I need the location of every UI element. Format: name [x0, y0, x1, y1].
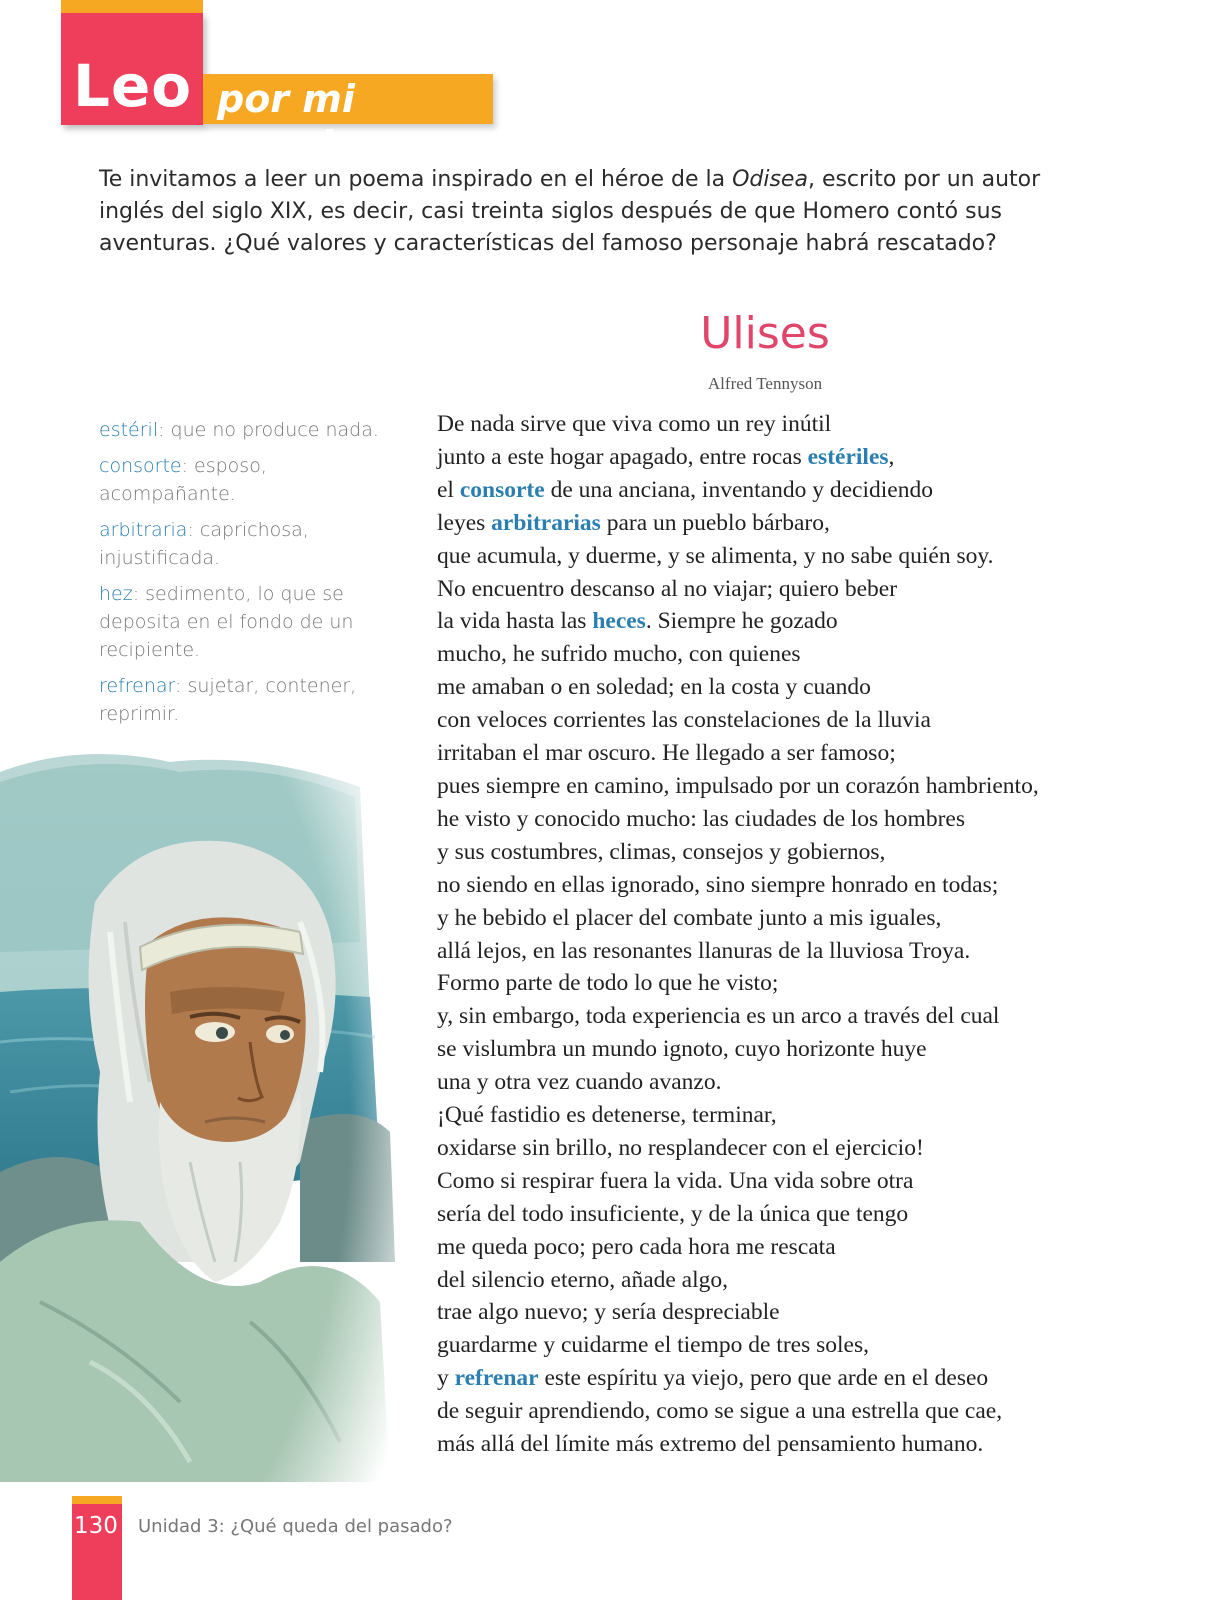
verse-text: se vislumbra un mundo ignoto, cuyo horizonte huye [437, 1036, 927, 1063]
poem-verse [437, 1362, 1137, 1395]
verse-text: junto a este hogar apagado, entre rocas [437, 443, 808, 470]
poem-verse [437, 441, 1137, 474]
glossary-term: refrenar [99, 675, 176, 697]
poem-verse [437, 1329, 1137, 1362]
header-accent-stripe [61, 0, 203, 13]
poem-verse [437, 1000, 1137, 1033]
glossary-highlight-word: consorte [459, 476, 545, 503]
verse-text: este espíritu ya viejo, pero que arde en el deseo [538, 1365, 989, 1392]
poem-verse [437, 1165, 1137, 1198]
poem-verse [437, 967, 1137, 1000]
verse-text: y, sin embargo, toda experiencia es un arco a través del cual [437, 1003, 1000, 1030]
poem-verse [437, 1428, 1137, 1461]
footer-accent-stripe [72, 1496, 122, 1504]
glossary-definition: : sedimento, lo que se deposita en el fondo de un recipiente. [99, 583, 354, 661]
glossary-entry [99, 580, 384, 664]
intro-text-start: Te invitamos a leer un poema inspirado en el héroe de la [99, 167, 733, 192]
poem-verse [437, 869, 1137, 902]
verse-text: irritaban el mar oscuro. He llegado a ser famoso; [437, 740, 896, 767]
verse-text: y he bebido el placer del combate junto a mis iguales, [437, 904, 942, 931]
verse-text: trae algo nuevo; y sería despreciable [437, 1299, 780, 1326]
verse-text: la vida hasta las [437, 608, 593, 635]
page-number: 130 [74, 1513, 118, 1539]
glossary-definition: : sujetar, contener, reprimir. [99, 675, 357, 725]
poem-verse [437, 638, 1137, 671]
intro-paragraph [99, 164, 1109, 260]
verse-text: de seguir aprendiendo, como se sigue a una estrella que cae, [437, 1398, 1003, 1425]
poem-verse [437, 1264, 1137, 1297]
verse-text: el [437, 476, 460, 503]
verse-text: una y otra vez cuando avanzo. [437, 1069, 722, 1096]
poem-verse [437, 1231, 1137, 1264]
poem-verse [437, 737, 1137, 770]
glossary-definition: : que no produce nada. [158, 419, 379, 441]
section-badge [61, 13, 203, 125]
section-badge-title: Leo [73, 52, 193, 120]
glossary-entry [99, 416, 384, 444]
poem-verse [437, 1395, 1137, 1428]
intro-text-end: , escrito por un autor inglés del siglo XIX, es decir, casi treinta siglos después de que Homero contó sus aventuras. ¿Qué valores y características del famoso personaje habrá rescatado? [99, 167, 1041, 256]
glossary-definition: : esposo, acompañante. [99, 455, 267, 505]
glossary-term: hez [99, 583, 133, 605]
verse-text: para un pueblo bárbaro, [600, 509, 830, 536]
glossary-definition: : caprichosa, injustificada. [99, 519, 309, 569]
glossary-entry [99, 516, 384, 572]
verse-text: pues siempre en camino, impulsado por un corazón hambriento, [437, 772, 1039, 799]
verse-text: sería del todo insuficiente, y de la única que tengo [437, 1200, 909, 1227]
glossary-highlight-word: refrenar [454, 1365, 539, 1392]
glossary-highlight-word: estériles [807, 443, 889, 470]
verse-text: de una anciana, inventando y decidiendo [544, 476, 933, 503]
poem-verse [437, 770, 1137, 803]
verse-text: no siendo en ellas ignorado, sino siempre honrado en todas; [437, 871, 999, 898]
poem-verse [437, 902, 1137, 935]
poem-verse [437, 408, 1137, 441]
section-badge-subtitle: por mi cuenta [217, 77, 364, 165]
verse-text: Formo parte de todo lo que he visto; [437, 970, 779, 997]
footer-unit-title: Unidad 3: ¿Qué queda del pasado? [138, 1516, 453, 1537]
glossary-highlight-word: heces [592, 608, 646, 635]
verse-text: con veloces corrientes las constelaciones de la lluvia [437, 707, 931, 734]
poem-title: Ulises [700, 308, 830, 359]
glossary-term: consorte [99, 455, 182, 477]
poem-verse [437, 1033, 1137, 1066]
verse-text: que acumula, y duerme, y se alimenta, y no sabe quién soy. [437, 542, 994, 569]
verse-text: , [888, 443, 895, 470]
poem-verse [437, 474, 1137, 507]
poem-verse [437, 803, 1137, 836]
glossary-entry [99, 452, 384, 508]
glossary-entry [99, 672, 384, 728]
poem-body [437, 408, 1137, 1461]
glossary-term: arbitraria [99, 519, 188, 541]
poem-verse [437, 1296, 1137, 1329]
verse-text: me amaban o en soledad; en la costa y cuando [437, 674, 871, 701]
poem-verse [437, 836, 1137, 869]
verse-text: No encuentro descanso al no viajar; quiero beber [437, 575, 898, 602]
poem-verse [437, 1066, 1137, 1099]
poem-verse [437, 1198, 1137, 1231]
glossary-term: estéril [99, 419, 159, 441]
verse-text: y sus costumbres, climas, consejos y gobiernos, [437, 838, 886, 865]
glossary [99, 416, 384, 736]
poem-verse [437, 540, 1137, 573]
verse-text: del silencio eterno, añade algo, [437, 1266, 729, 1293]
verse-text: De nada sirve que viva como un rey inútil [437, 411, 832, 437]
verse-text: leyes [437, 509, 492, 536]
poem-verse [437, 704, 1137, 737]
verse-text: oxidarse sin brillo, no resplandecer con el ejercicio! [437, 1134, 924, 1161]
verse-text: más allá del límite más extremo del pensamiento humano. [437, 1431, 984, 1458]
poem-verse [437, 507, 1137, 540]
ulysses-illustration [0, 742, 400, 1482]
poem-verse [437, 573, 1137, 606]
glossary-highlight-word: arbitrarias [491, 509, 601, 536]
poem-verse [437, 1132, 1137, 1165]
verse-text: y [437, 1365, 455, 1392]
intro-book-title: Odisea [732, 167, 808, 192]
verse-text: . Siempre he gozado [645, 608, 838, 635]
verse-text: allá lejos, en las resonantes llanuras de la lluviosa Troya. [437, 937, 971, 964]
poem-author: Alfred Tennyson [707, 374, 823, 393]
verse-text: he visto y conocido mucho: las ciudades de los hombres [437, 805, 965, 832]
poem-verse [437, 935, 1137, 968]
poem-verse [437, 605, 1137, 638]
verse-text: me queda poco; pero cada hora me rescata [437, 1233, 836, 1260]
verse-text: guardarme y cuidarme el tiempo de tres soles, [437, 1332, 869, 1359]
poem-verse [437, 1099, 1137, 1132]
verse-text: ¡Qué fastidio es detenerse, terminar, [437, 1102, 777, 1129]
section-badge-subtitle-bar [203, 74, 493, 165]
poem-verse [437, 671, 1137, 704]
verse-text: Como si respirar fuera la vida. Una vida sobre otra [437, 1167, 914, 1194]
verse-text: mucho, he sufrido mucho, con quienes [437, 641, 801, 668]
